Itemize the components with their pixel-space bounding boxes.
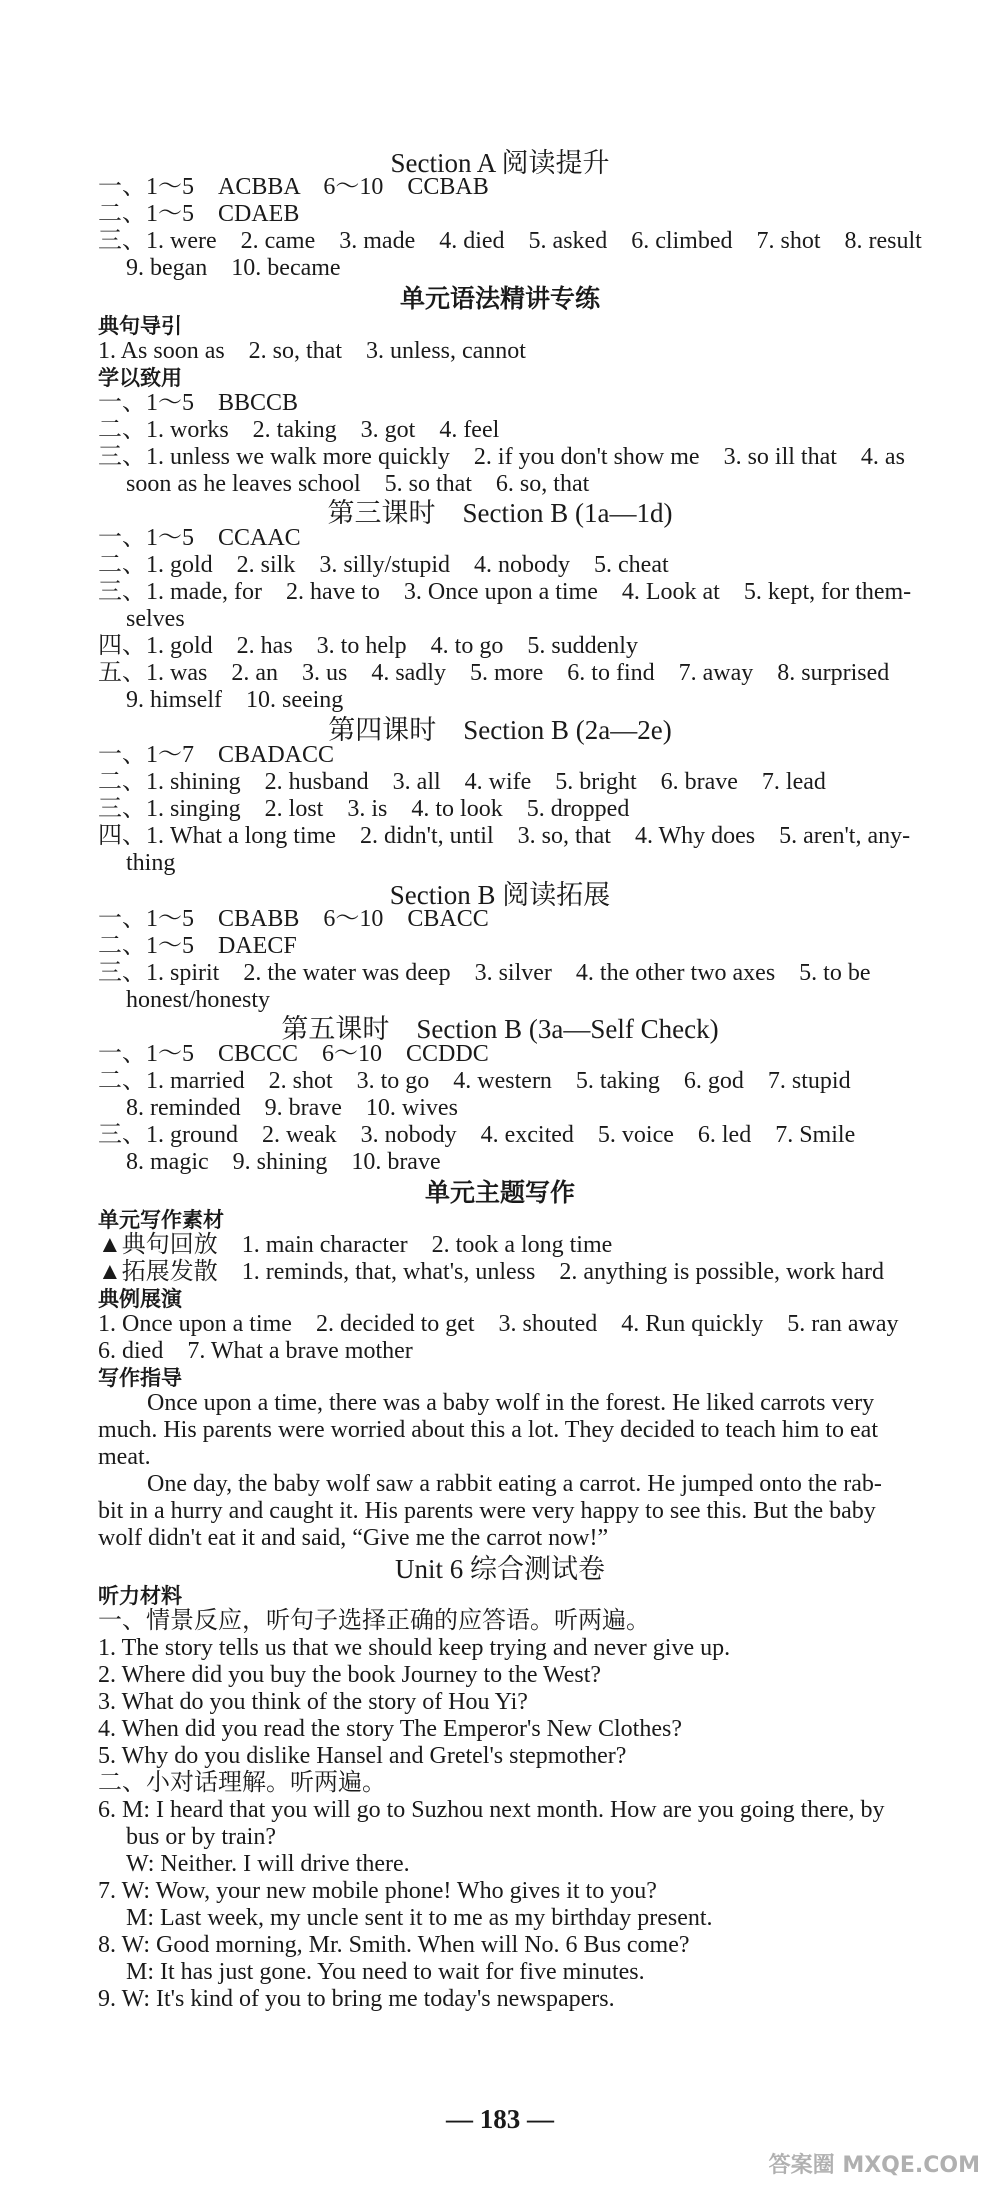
answer-line: 9. himself 10. seeing — [126, 687, 344, 713]
answer-line: 二、1～5 CDAEB — [98, 201, 300, 227]
answer-line: 一、1～5 CBABB 6～10 CBACC — [98, 906, 489, 932]
subheading: 典例展演 — [98, 1287, 182, 1311]
transcript-line: 8. W: Good morning, Mr. Smith. When will No. 6 Bus come? — [98, 1932, 690, 1958]
essay-line: much. His parents were worried about this a lot. They decided to teach him to eat — [98, 1417, 878, 1443]
answer-line: selves — [126, 606, 185, 632]
transcript-line: 3. What do you think of the story of Hou Yi? — [98, 1689, 528, 1715]
grammar-heading: 单元语法精讲专练 — [399, 284, 600, 313]
subheading: 听力材料 — [98, 1584, 182, 1608]
answer-line: 一、1～7 CBADACC — [98, 742, 335, 768]
transcript-line: 6. M: I heard that you will go to Suzhou next month. How are you going there, by — [98, 1797, 885, 1823]
lesson3-heading: 第三课时 Section B (1a—1d) — [327, 498, 673, 528]
answer-line: 二、1. married 2. shot 3. to go 4. western 5. taking 6. god 7. stupid — [98, 1068, 851, 1094]
answer-line: 四、1. What a long time 2. didn't, until 3. so, that 4. Why does 5. aren't, any- — [98, 823, 911, 849]
subheading: 写作指导 — [98, 1366, 182, 1390]
answer-line: 一、1～5 CBCCC 6～10 CCDDC — [98, 1041, 489, 1067]
answer-line: 五、1. was 2. an 3. us 4. sadly 5. more 6. to find 7. away 8. surprised — [98, 660, 890, 686]
answer-line: honest/honesty — [126, 987, 270, 1013]
transcript-line: 7. W: Wow, your new mobile phone! Who gives it to you? — [98, 1878, 657, 1904]
answer-line: 三、1. singing 2. lost 3. is 4. to look 5. dropped — [98, 796, 630, 822]
answer-line: 二、1～5 DAECF — [98, 933, 297, 959]
answer-line: 二、1. works 2. taking 3. got 4. feel — [98, 417, 500, 443]
answer-line: 三、1. made, for 2. have to 3. Once upon a time 4. Look at 5. kept, for them- — [98, 579, 912, 605]
transcript-line: 二、小对话理解。听两遍。 — [98, 1770, 386, 1796]
lesson5-heading: 第五课时 Section B (3a—Self Check) — [281, 1014, 719, 1044]
answer-line: 9. began 10. became — [126, 255, 341, 281]
section-b-heading: Section B 阅读拓展 — [389, 880, 611, 910]
answer-line: 6. died 7. What a brave mother — [98, 1338, 413, 1364]
page-number: — 183 — — [446, 2104, 554, 2134]
transcript-line: 一、情景反应，听句子选择正确的应答语。听两遍。 — [98, 1608, 650, 1634]
unit-test-heading: Unit 6 综合测试卷 — [394, 1554, 605, 1584]
answer-line: 二、1. gold 2. silk 3. silly/stupid 4. nobody 5. cheat — [98, 552, 669, 578]
essay-line: meat. — [98, 1444, 151, 1470]
answer-line: 三、1. spirit 2. the water was deep 3. silver 4. the other two axes 5. to be — [98, 960, 871, 986]
answer-line: 四、1. gold 2. has 3. to help 4. to go 5. suddenly — [98, 633, 638, 659]
answer-line: 二、1. shining 2. husband 3. all 4. wife 5. bright 6. brave 7. lead — [98, 769, 826, 795]
section-a-heading: Section A 阅读提升 — [390, 148, 610, 178]
answer-line: 三、1. ground 2. weak 3. nobody 4. excited 5. voice 6. led 7. Smile — [98, 1122, 856, 1148]
transcript-line: 4. When did you read the story The Emperor's New Clothes? — [98, 1716, 682, 1742]
transcript-line: 1. The story tells us that we should keep trying and never give up. — [98, 1635, 731, 1661]
transcript-line: 2. Where did you buy the book Journey to the West? — [98, 1662, 602, 1688]
essay-line: wolf didn't eat it and said, “Give me the carrot now!” — [98, 1525, 609, 1551]
lesson4-heading: 第四课时 Section B (2a—2e) — [328, 715, 672, 745]
essay-line: bit in a hurry and caught it. His parents were very happy to see this. But the baby — [98, 1498, 876, 1524]
transcript-line: M: It has just gone. You need to wait for five minutes. — [126, 1959, 645, 1985]
answer-line: ▲拓展发散 1. reminds, that, what's, unless 2. anything is possible, work hard — [98, 1259, 885, 1285]
essay-line: One day, the baby wolf saw a rabbit eating a carrot. He jumped onto the rab- — [147, 1471, 882, 1497]
answer-line: 三、1. unless we walk more quickly 2. if you don't show me 3. so ill that 4. as — [98, 444, 905, 470]
essay-line: Once upon a time, there was a baby wolf in the forest. He liked carrots very — [147, 1390, 875, 1416]
subheading: 典句导引 — [98, 314, 182, 338]
answer-line: 一、1～5 BBCCB — [98, 390, 299, 416]
answer-line: soon as he leaves school 5. so that 6. so, that — [126, 471, 590, 497]
transcript-line: W: Neither. I will drive there. — [126, 1851, 410, 1877]
transcript-line: M: Last week, my uncle sent it to me as my birthday present. — [126, 1905, 713, 1931]
answer-line: 一、1～5 CCAAC — [98, 525, 301, 551]
answer-line: 8. magic 9. shining 10. brave — [126, 1149, 441, 1175]
answer-line: ▲典句回放 1. main character 2. took a long time — [98, 1232, 613, 1258]
writing-heading: 单元主题写作 — [424, 1178, 575, 1207]
answer-line: thing — [126, 850, 176, 876]
answer-line: 三、1. were 2. came 3. made 4. died 5. asked 6. climbed 7. shot 8. result — [98, 228, 922, 254]
answer-line: 一、1～5 ACBBA 6～10 CCBAB — [98, 174, 489, 200]
watermark-logo: 答案圈 MXQE.COM — [768, 2153, 980, 2178]
transcript-line: 5. Why do you dislike Hansel and Gretel's stepmother? — [98, 1743, 627, 1769]
subheading: 单元写作素材 — [98, 1208, 224, 1232]
answer-line: 8. reminded 9. brave 10. wives — [126, 1095, 458, 1121]
transcript-line: bus or by train? — [126, 1824, 276, 1850]
transcript-line: 9. W: It's kind of you to bring me today's newspapers. — [98, 1986, 615, 2012]
answer-line: 1. As soon as 2. so, that 3. unless, cannot — [98, 338, 526, 364]
subheading: 学以致用 — [98, 366, 182, 390]
answer-line: 1. Once upon a time 2. decided to get 3. shouted 4. Run quickly 5. ran away — [98, 1311, 899, 1337]
